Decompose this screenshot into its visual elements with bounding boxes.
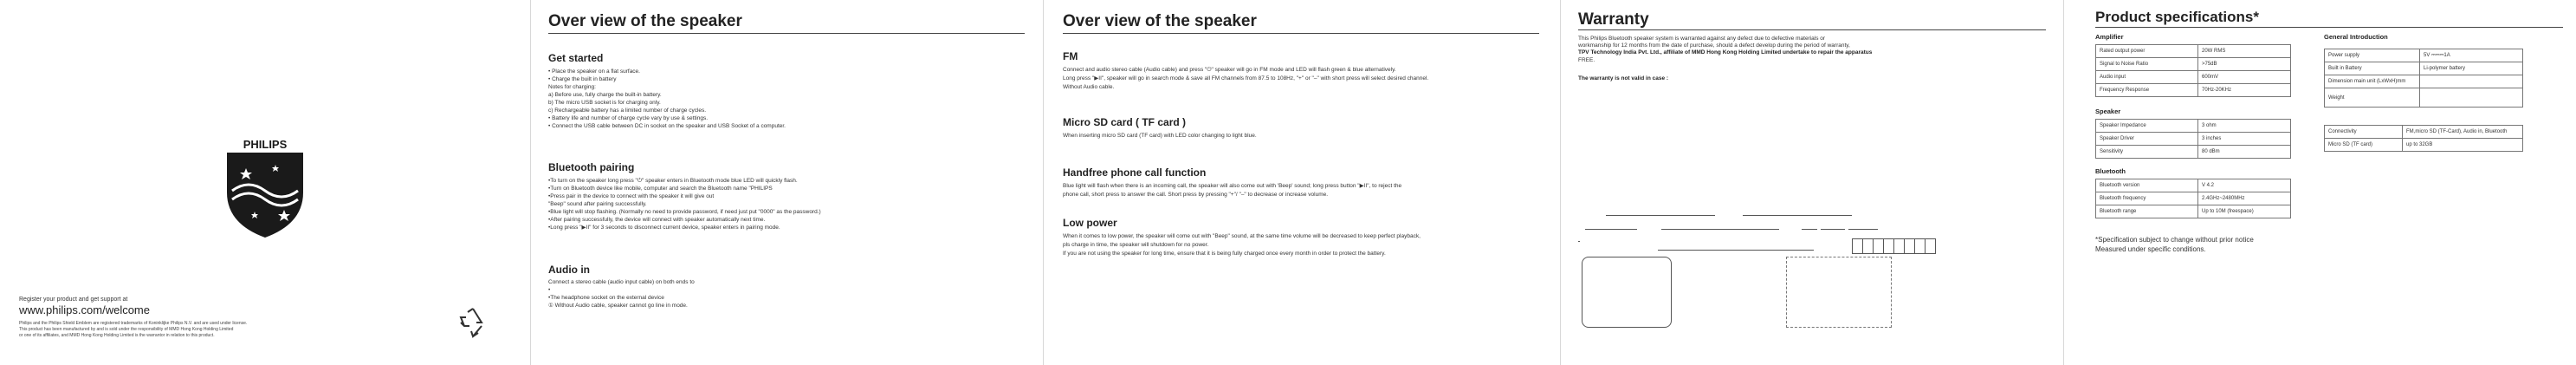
form-line [1848, 229, 1878, 230]
spec-value: 80 dBm [2198, 146, 2291, 159]
spec-label: Connectivity [2325, 126, 2403, 139]
handfree-heading: Handfree phone call function [1063, 166, 1207, 179]
spec-value [2420, 88, 2523, 108]
spec-label: Rated output power [2096, 45, 2198, 58]
table-row [2096, 146, 2291, 159]
register-url[interactable]: www.philips.com/welcome [19, 303, 150, 316]
legal-line-3: or one of its affiliates, and MMD Hong Kong Holding Limited is the warrantor in relation to this product. [19, 333, 215, 338]
form-line [1743, 215, 1852, 216]
spec-label: Bluetooth version [2096, 179, 2198, 192]
page-title: Over view of the speaker [1063, 12, 1257, 30]
table-row [2096, 84, 2291, 97]
spec-label: Bluetooth range [2096, 205, 2198, 218]
bluetooth-line: •Blue light will stop flashing. (Normally no need to provide password, if need just put "0000" as the password.) [548, 209, 821, 215]
spec-label: Bluetooth frequency [2096, 192, 2198, 205]
spec-label: Audio input [2096, 71, 2198, 84]
micro-sd-heading: Micro SD card ( TF card ) [1063, 116, 1187, 128]
form-line [1578, 241, 1580, 242]
amplifier-heading: Amplifier [2095, 33, 2124, 41]
spec-note: *Specification subject to change without prior notice [2095, 236, 2254, 244]
low-power-line: If you are not using the speaker for long time, ensure that it is being fully charged once every month in order to protect the battery. [1063, 251, 1386, 257]
general-table [2324, 49, 2523, 108]
legal-line-2: This product has been manufactured by and is sold under the responsibility of MMD Hong Kong Holding Limited [19, 327, 234, 332]
spec-value: 20W RMS [2198, 45, 2291, 58]
table-row [2096, 120, 2291, 133]
spec-label: Frequency Response [2096, 84, 2198, 97]
spec-value: 5V ⎓⎓⎓1A [2420, 49, 2523, 62]
spec-value: 70Hz-20KHz [2198, 84, 2291, 97]
overview-panel-2 [1044, 0, 1560, 365]
spec-label: Sensitivity [2096, 146, 2198, 159]
bluetooth-table [2095, 179, 2291, 218]
spec-value: 3 inches [2198, 133, 2291, 146]
spec-value: 2.4GHz~2480MHz [2198, 192, 2291, 205]
table-row [2096, 192, 2291, 205]
table-row [2325, 75, 2523, 88]
spec-label: Dimension main unit (LxWxH)mm [2325, 75, 2420, 88]
connectivity-table [2324, 125, 2523, 152]
philips-shield-logo [223, 137, 307, 241]
get-started-line: • Battery life and number of charge cycle vary by use & settings. [548, 115, 709, 121]
table-row [2096, 45, 2291, 58]
table-row [2325, 139, 2523, 152]
table-row [2096, 205, 2291, 218]
spec-value: up to 32GB [2403, 139, 2523, 152]
dealer-stamp-box [1582, 257, 1672, 328]
spec-label: Speaker Driver [2096, 133, 2198, 146]
spec-label: Micro SD (TF card) [2325, 139, 2403, 152]
specs-title: Product specifications* [2095, 9, 2259, 25]
spec-value: >75dB [2198, 58, 2291, 71]
get-started-line: • Place the speaker on a flat surface. [548, 68, 640, 75]
title-rule [548, 33, 1025, 34]
handfree-line: Blue light will flash when there is an incoming call, the speaker will also come out with 'Beep' sound; long press button "▶II", to reject the [1063, 183, 1402, 189]
form-line [1802, 229, 1817, 230]
spec-note: Measured under specific conditions. [2095, 245, 2206, 253]
warranty-title: Warranty [1578, 10, 1649, 29]
spec-value: V 4.2 [2198, 179, 2291, 192]
amplifier-table [2095, 44, 2291, 97]
warranty-line: workmanship for 12 months from the date of purchase, should a defect develop during the period of warranty, [1578, 42, 1850, 49]
page-title: Over view of the speaker [548, 12, 742, 30]
handfree-line: phone call, short press to answer the call. Short press by pressing "+"/ "–" to decrease or increase volume. [1063, 192, 1329, 198]
table-row [2096, 58, 2291, 71]
spec-label: Speaker Impedance [2096, 120, 2198, 133]
warranty-panel [1561, 0, 2063, 365]
table-row [2325, 88, 2523, 108]
audio-in-line: Connect a stereo cable (audio input cable) on both ends to [548, 279, 695, 285]
bluetooth-line: •After pairing successfully, the device will connect with speaker automatically next time. [548, 217, 766, 223]
spec-value: Li-polymer battery [2420, 62, 2523, 75]
warranty-not-valid: The warranty is not valid in case : [1578, 75, 1669, 81]
warranty-company-line: TPV Technology India Pvt. Ltd., affiliate of MMD Hong Kong Holding Limited undertake to repair the apparatus [1578, 49, 1873, 55]
bluetooth-line: "Beep" sound after pairing successfully. [548, 201, 647, 207]
table-row [2325, 49, 2523, 62]
spec-value: 3 ohm [2198, 120, 2291, 133]
spec-label: Built in Battery [2325, 62, 2420, 75]
legal-line-1: Philips and the Philips Shield Emblem are registered trademarks of Koninklijke Philips N.V. and are used under license. [19, 321, 248, 326]
specs-panel [2064, 0, 2576, 365]
spec-label: Weight [2325, 88, 2420, 108]
title-rule [1063, 33, 1539, 34]
low-power-heading: Low power [1063, 217, 1117, 229]
bluetooth-line: •Press pair in the device to connect with the speaker it will give out [548, 193, 715, 199]
audio-in-line: ① Without Audio cable, speaker cannot go line in mode. [548, 303, 688, 309]
bluetooth-line: •Long press "▶II" for 3 seconds to disconnect current device, speaker enters in pairing mode. [548, 225, 780, 231]
overview-panel-1 [531, 0, 1043, 365]
warranty-free: FREE. [1578, 57, 1595, 63]
get-started-line: c) Rechargeable battery has a limited number of charge cycles. [548, 108, 707, 114]
register-text: Register your product and get support at [19, 297, 128, 303]
bluetooth-heading: Bluetooth [2095, 167, 2126, 175]
fm-line: Without Audio cable. [1063, 84, 1115, 90]
form-cell [1925, 238, 1936, 254]
spec-label: Signal to Noise Ratio [2096, 58, 2198, 71]
recycle-icon [456, 305, 490, 340]
spec-value: Up to 10M (freespace) [2198, 205, 2291, 218]
fm-heading: FM [1063, 50, 1078, 62]
general-heading: General Introduction [2324, 33, 2388, 41]
form-line [1661, 229, 1779, 230]
form-line [1821, 229, 1845, 230]
brand-wordmark: PHILIPS [243, 138, 288, 151]
speaker-table [2095, 119, 2291, 159]
spec-value: 600mV [2198, 71, 2291, 84]
micro-sd-line: When inserting micro SD card (TF card) with LED color changing to light blue. [1063, 133, 1257, 139]
spec-label: Power supply [2325, 49, 2420, 62]
form-line [1606, 215, 1715, 216]
get-started-heading: Get started [548, 52, 604, 64]
low-power-line: When it comes to low power, the speaker will come out with "Beep" sound, at the same time volume will be decreased to keep perfect playback, [1063, 233, 1421, 239]
fm-line: Connect and audio stereo cable (Audio cable) and press "⏻" speaker will go in FM mode and LED will flash green & blue alternatively. [1063, 67, 1396, 73]
spec-value: FM,micro SD (TF-Card), Audio in, Bluetooth [2403, 126, 2523, 139]
audio-in-line: •The headphone socket on the external device [548, 295, 664, 301]
fm-line: Long press "▶II", speaker will go in search mode & save all FM channels from 87.5 to 108Hz, "+" or "–" with short press will select desired channel. [1063, 75, 1429, 81]
get-started-line: a) Before use, fully charge the built-in battery. [548, 92, 662, 98]
table-row [2325, 126, 2523, 139]
warranty-line: This Philips Bluetooth speaker system is warranted against any defect due to defective materials or [1578, 36, 1826, 42]
cover-panel [0, 0, 530, 365]
title-rule [2095, 27, 2563, 28]
low-power-line: pls charge in time, the speaker will shutdown for no power. [1063, 242, 1209, 248]
bluetooth-line: •Turn on Bluetooth device like mobile, computer and search the Bluetooth name "PHILIPS [548, 186, 773, 192]
audio-in-line: • [548, 287, 551, 293]
bluetooth-line: •To turn on the speaker long press "⏻" speaker enters in Bluetooth mode blue LED will quickly flash. [548, 178, 798, 184]
get-started-line: Notes for charging: [548, 84, 596, 90]
get-started-line: • Connect the USB cable between DC in socket on the speaker and USB Socket of a computer. [548, 123, 786, 129]
form-line [1658, 250, 1814, 251]
title-rule [1578, 29, 2046, 30]
table-row [2325, 62, 2523, 75]
form-line [1585, 229, 1637, 230]
table-row [2096, 179, 2291, 192]
spec-value [2420, 75, 2523, 88]
signature-box [1786, 257, 1892, 328]
speaker-heading: Speaker [2095, 108, 2121, 115]
audio-in-heading: Audio in [548, 264, 590, 276]
bluetooth-pairing-heading: Bluetooth pairing [548, 161, 635, 173]
table-row [2096, 133, 2291, 146]
get-started-line: • Charge the built in battery [548, 76, 617, 82]
table-row [2096, 71, 2291, 84]
get-started-line: b) The micro USB socket is for charging only. [548, 100, 661, 106]
